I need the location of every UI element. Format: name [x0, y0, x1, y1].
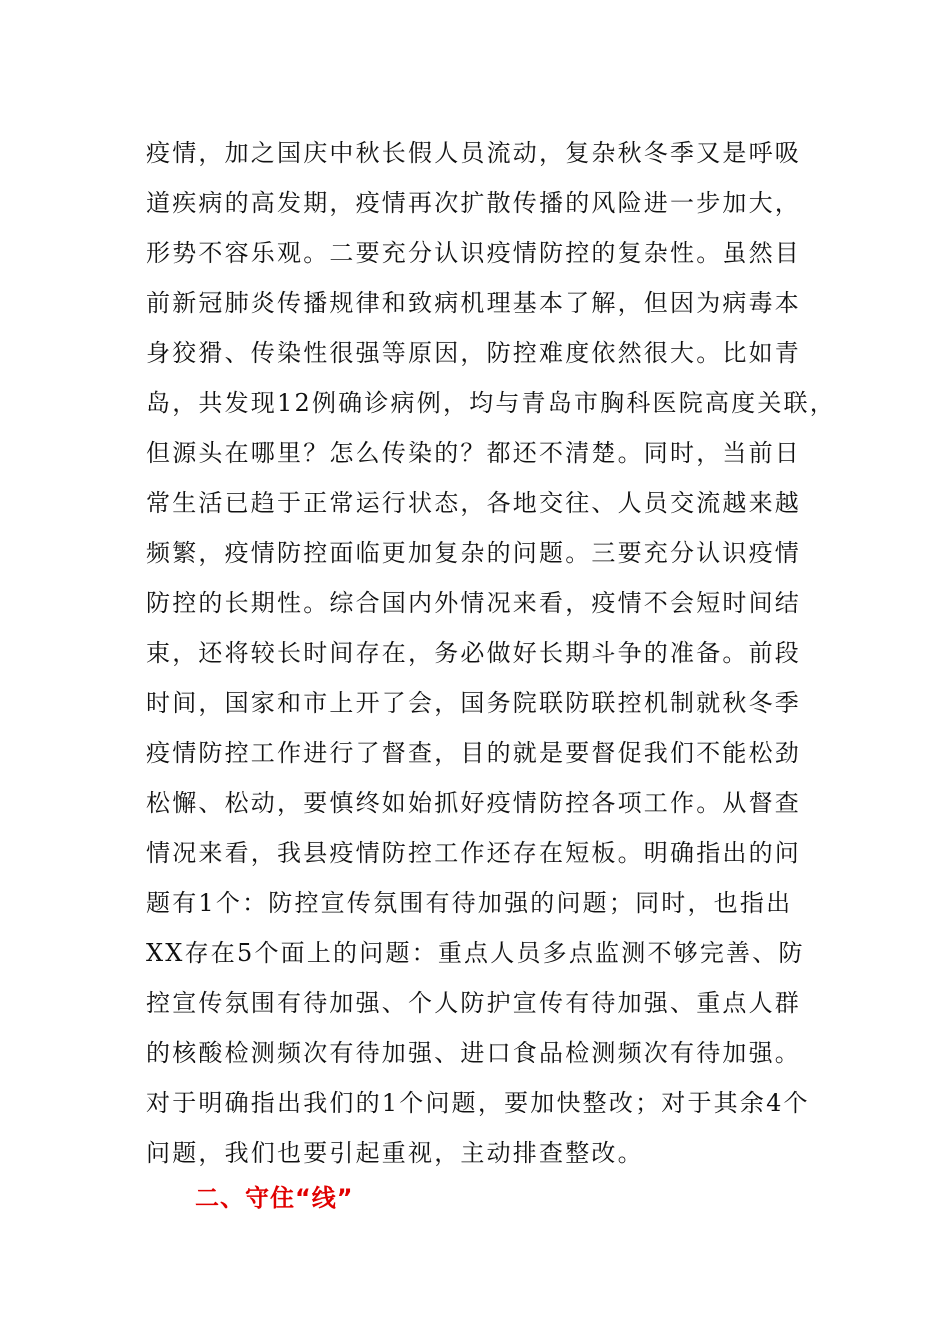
text-line: 频繁，疫情防控面临更加复杂的问题。三要充分认识疫情 — [146, 539, 801, 567]
text-line: 束，还将较长时间存在，务必做好长期斗争的准备。前段 — [146, 639, 801, 667]
text-line: 控宣传氛围有待加强、个人防护宣传有待加强、重点人群 — [146, 989, 801, 1017]
text-line: 时间，国家和市上开了会，国务院联防联控机制就秋冬季 — [146, 689, 801, 717]
text-line: 对于明确指出我们的1个问题，要加快整改；对于其余4个 — [146, 1089, 810, 1117]
text-line: 岛，共发现12例确诊病例，均与青岛市胸科医院高度关联， — [146, 389, 836, 417]
text-line: 身狡猾、传染性很强等原因，防控难度依然很大。比如青 — [146, 339, 801, 367]
text-line: 疫情，加之国庆中秋长假人员流动，复杂秋冬季又是呼吸 — [146, 139, 801, 167]
body-paragraph — [146, 128, 836, 1178]
text-line: 形势不容乐观。二要充分认识疫情防控的复杂性。虽然目 — [146, 239, 801, 267]
text-line: 的核酸检测频次有待加强、进口食品检测频次有待加强。 — [146, 1039, 801, 1067]
text-line: 防控的长期性。综合国内外情况来看，疫情不会短时间结 — [146, 589, 801, 617]
text-line: 道疾病的高发期，疫情再次扩散传播的风险进一步加大， — [146, 189, 801, 217]
text-line: 常生活已趋于正常运行状态，各地交往、人员交流越来越 — [146, 489, 801, 517]
text-line: 但源头在哪里？怎么传染的？都还不清楚。同时，当前日 — [146, 439, 801, 467]
text-line: 疫情防控工作进行了督查，目的就是要督促我们不能松劲 — [146, 739, 801, 767]
text-line: 前新冠肺炎传播规律和致病机理基本了解，但因为病毒本 — [146, 289, 801, 317]
text-line: 松懈、松动，要慎终如始抓好疫情防控各项工作。从督查 — [146, 789, 801, 817]
text-line: 题有1个：防控宣传氛围有待加强的问题；同时，也指出 — [146, 889, 793, 917]
text-line: XX存在5个面上的问题：重点人员多点监测不够完善、防 — [146, 939, 805, 967]
text-line: 情况来看，我县疫情防控工作还存在短板。明确指出的问 — [146, 839, 801, 867]
section-heading: 二、守住“线” — [195, 1184, 354, 1212]
text-line: 问题，我们也要引起重视，主动排查整改。 — [146, 1139, 644, 1167]
